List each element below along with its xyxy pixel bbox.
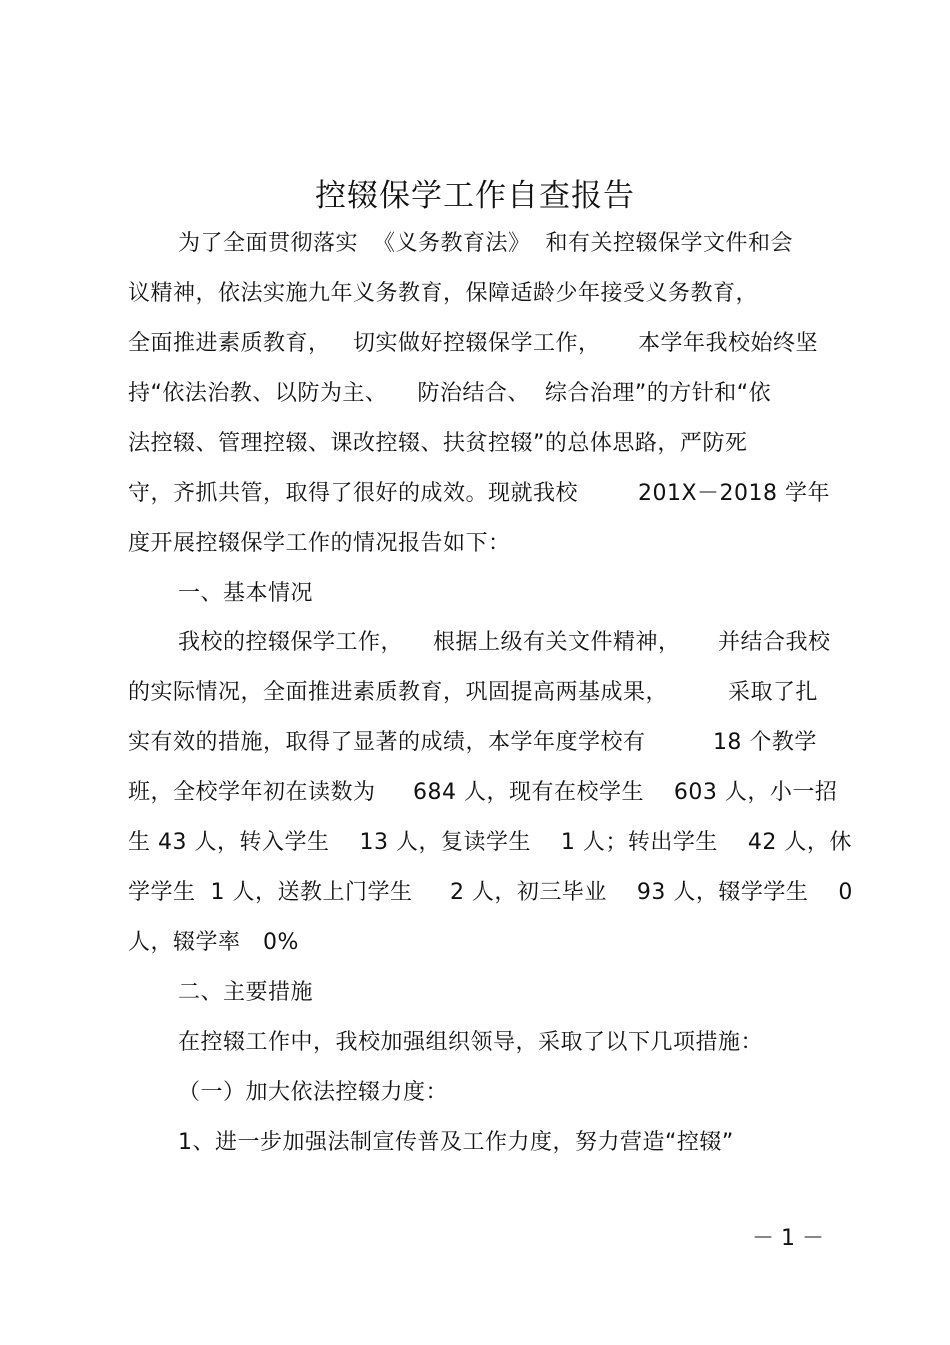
subsection-heading: （一）加大依法控辍力度： xyxy=(178,1080,449,1105)
section-heading: 二、主要措施 xyxy=(178,980,314,1005)
paragraph-line: 为了全面贯彻落实 《义务教育法》 和有关控辍保学文件和会 xyxy=(178,231,793,256)
paragraph-line: 生 43 人，转入学生 13 人，复读学生 1 人；转出学生 42 人，休 xyxy=(128,830,852,855)
paragraph-line: 实有效的措施，取得了显著的成绩，本学年度学校有 18 个教学 xyxy=(128,730,817,755)
paragraph-line: 我校的控辍保学工作， 根据上级有关文件精神， 并结合我校 xyxy=(178,630,831,655)
page-number: － 1 － xyxy=(752,1226,824,1251)
paragraph-line: 人，辍学率 0% xyxy=(128,930,299,955)
paragraph-line: 全面推进素质教育， 切实做好控辍保学工作， 本学年我校始终坚 xyxy=(128,331,818,356)
paragraph-line: 的实际情况，全面推进素质教育，巩固提高两基成果， 采取了扎 xyxy=(128,680,818,705)
paragraph-line: 持“依法治教、以防为主、 防治结合、 综合治理”的方针和“依 xyxy=(128,381,772,406)
paragraph-line: 法控辍、管理控辍、课改控辍、扶贫控辍”的总体思路，严防死 xyxy=(128,431,748,456)
paragraph-line: 1、进一步加强法制宣传普及工作力度，努力营造“控辍” xyxy=(178,1130,734,1155)
document-title: 控辍保学工作自查报告 xyxy=(315,178,635,214)
section-heading: 一、基本情况 xyxy=(178,581,314,606)
paragraph-line: 守，齐抓共管，取得了很好的成效。现就我校 201X－2018 学年 xyxy=(128,481,830,506)
paragraph-line: 在控辍工作中，我校加强组织领导，采取了以下几项措施： xyxy=(178,1030,764,1055)
paragraph-line: 议精神，依法实施九年义务教育，保障适龄少年接受义务教育， xyxy=(128,281,759,306)
paragraph-line: 度开展控辍保学工作的情况报告如下： xyxy=(128,531,511,556)
paragraph-line: 班，全校学年初在读数为 684 人，现有在校学生 603 人，小一招 xyxy=(128,780,838,805)
paragraph-line: 学学生 1 人，送教上门学生 2 人，初三毕业 93 人，辍学学生 0 xyxy=(128,880,853,905)
